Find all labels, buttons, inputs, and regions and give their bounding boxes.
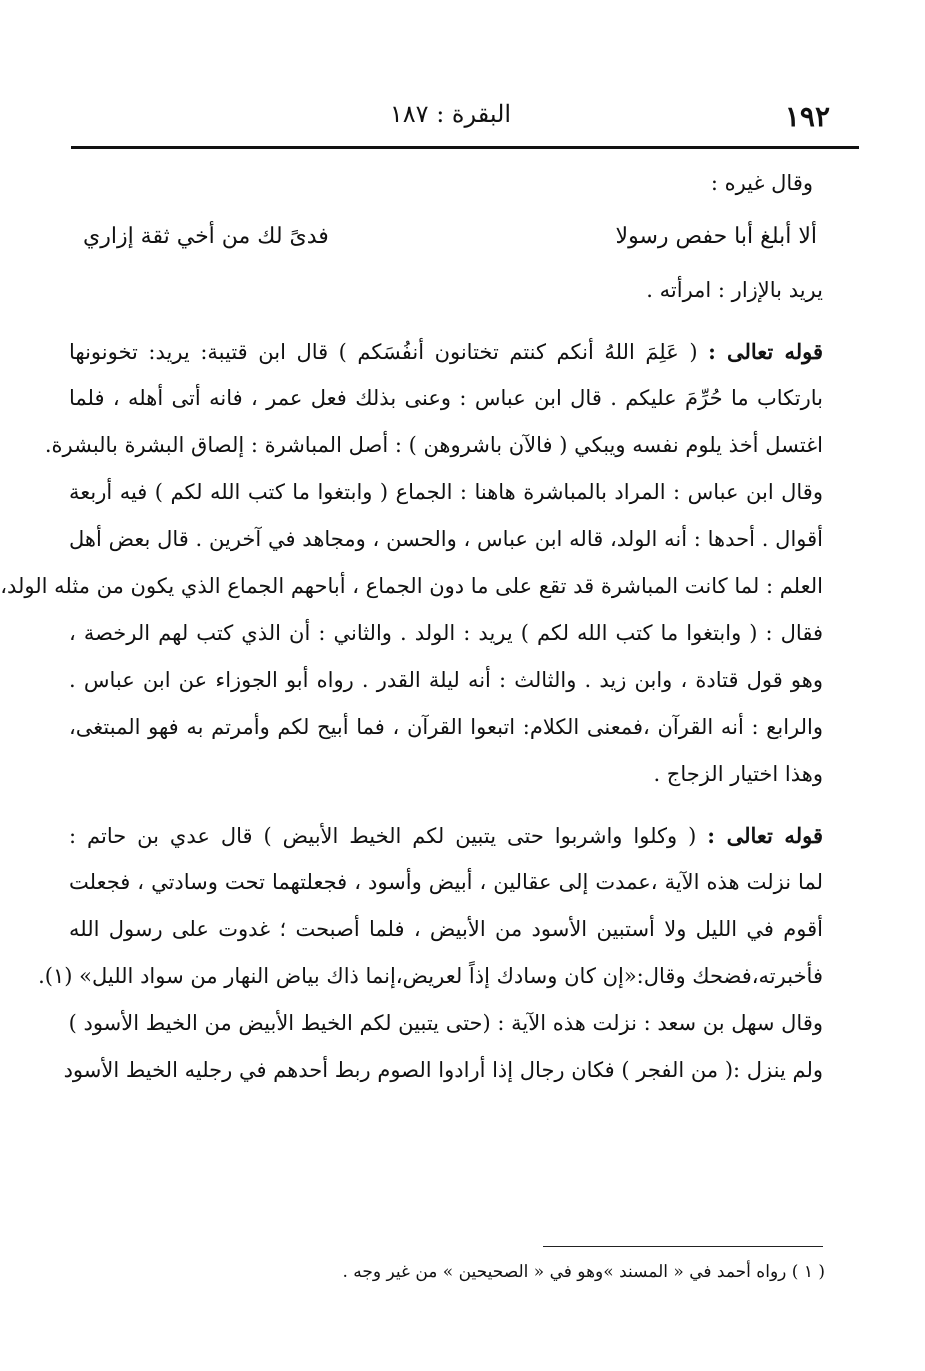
text-line: فقال : ( وابتغوا ما كتب الله لكم ) يريد : الولد . والثاني : أن الذي كتب لهم الرخصة ، bbox=[69, 621, 823, 645]
text-line bbox=[69, 328, 823, 375]
text-line: لما نزلت هذه الآية ،عمدت إلى عقالين ، أبيض وأسود ، فجعلتهما تحت وسادتي ، فجعلت bbox=[69, 870, 823, 894]
text-line bbox=[69, 812, 823, 859]
text-line: وهذا اختيار الزجاج . bbox=[653, 762, 823, 786]
footnote: ( ١ ) رواه أحمد في « المسند »وهو في « الصحيحين » من غير وجه . bbox=[342, 1262, 825, 1282]
page-body bbox=[0, 160, 823, 1094]
section-lead: قوله تعالى : bbox=[707, 823, 823, 848]
section-lead: قوله تعالى : bbox=[708, 339, 823, 364]
text-line: والرابع : أنه القرآن ،فمعنى الكلام: اتبعوا القرآن ، فما أبيح لكم وأمرتم به فهو المبتغى، bbox=[69, 715, 823, 739]
page-number: ١٩٢ bbox=[784, 100, 830, 133]
verse-second-hemistich: فدىً لك من أخي ثقة إزاري bbox=[83, 224, 329, 249]
text-line: وهو قول قتادة ، وابن زيد . والثالث : أنه ليلة القدر . رواه أبو الجوزاء عن ابن عباس . bbox=[69, 668, 823, 692]
text-line: فأخبرته،فضحك وقال:«إن كان وسادك إذاً لعريض،إنما ذاك بياض النهار من سواد الليل» (١). bbox=[38, 964, 823, 988]
poetry-verse bbox=[69, 207, 823, 267]
text-line: وقال سهل بن سعد : نزلت هذه الآية : (حتى يتبين لكم الخيط الأبيض من الخيط الأسود ) bbox=[68, 1011, 823, 1035]
text-line: أقوال . أحدها : أنه الولد، قاله ابن عباس ، والحسن ، ومجاهد في آخرين . قال بعض أهل bbox=[69, 527, 823, 551]
running-head: البقرة : ١٨٧ bbox=[389, 100, 512, 128]
spacer bbox=[69, 314, 823, 328]
text-line: وقال غيره : bbox=[710, 171, 813, 195]
text-line: اغتسل أخذ يلوم نفسه ويبكي ( فالآن باشروهن ) : أصل المباشرة : إلصاق البشرة بالبشرة. bbox=[44, 433, 823, 457]
text-line: بارتكاب ما حُرِّمَ عليكم . قال ابن عباس : وعنى بذلك فعل عمر ، فانه أتى أهله ، فلما bbox=[69, 386, 823, 410]
text-line: ولم ينزل :( من الفجر ) فكان رجال إذا أرادوا الصوم ربط أحدهم في رجليه الخيط الأسود bbox=[63, 1058, 823, 1082]
text-line: يريد بالإزار : امرأته . bbox=[646, 278, 823, 302]
line-text: ( عَلِمَ اللهُ أنكم كنتم تختانون أنفُسَكم ) قال ابن قتيبة: يريد: تخونونها bbox=[69, 340, 698, 364]
line-text: ( وكلوا واشربوا حتى يتبين لكم الخيط الأبيض ) قال عدي بن حاتم : bbox=[69, 824, 697, 848]
text-line: أقوم في الليل ولا أستبين الأسود من الأبيض ، فلما أصبحت ؛ غدوت على رسول الله bbox=[69, 917, 823, 941]
header-rule bbox=[71, 146, 859, 149]
text-line: وقال ابن عباس : المراد بالمباشرة هاهنا : الجماع ( وابتغوا ما كتب الله لكم ) فيه أربعة bbox=[69, 480, 823, 504]
footnote-rule bbox=[543, 1246, 823, 1247]
spacer bbox=[69, 798, 823, 812]
verse-first-hemistich: ألا أبلغ أبا حفص رسولا bbox=[615, 224, 817, 249]
page-header bbox=[71, 96, 830, 136]
text-line: العلم : لما كانت المباشرة قد تقع على ما دون الجماع ، أباحهم الجماع الذي يكون من مثله الولد، bbox=[0, 574, 823, 598]
